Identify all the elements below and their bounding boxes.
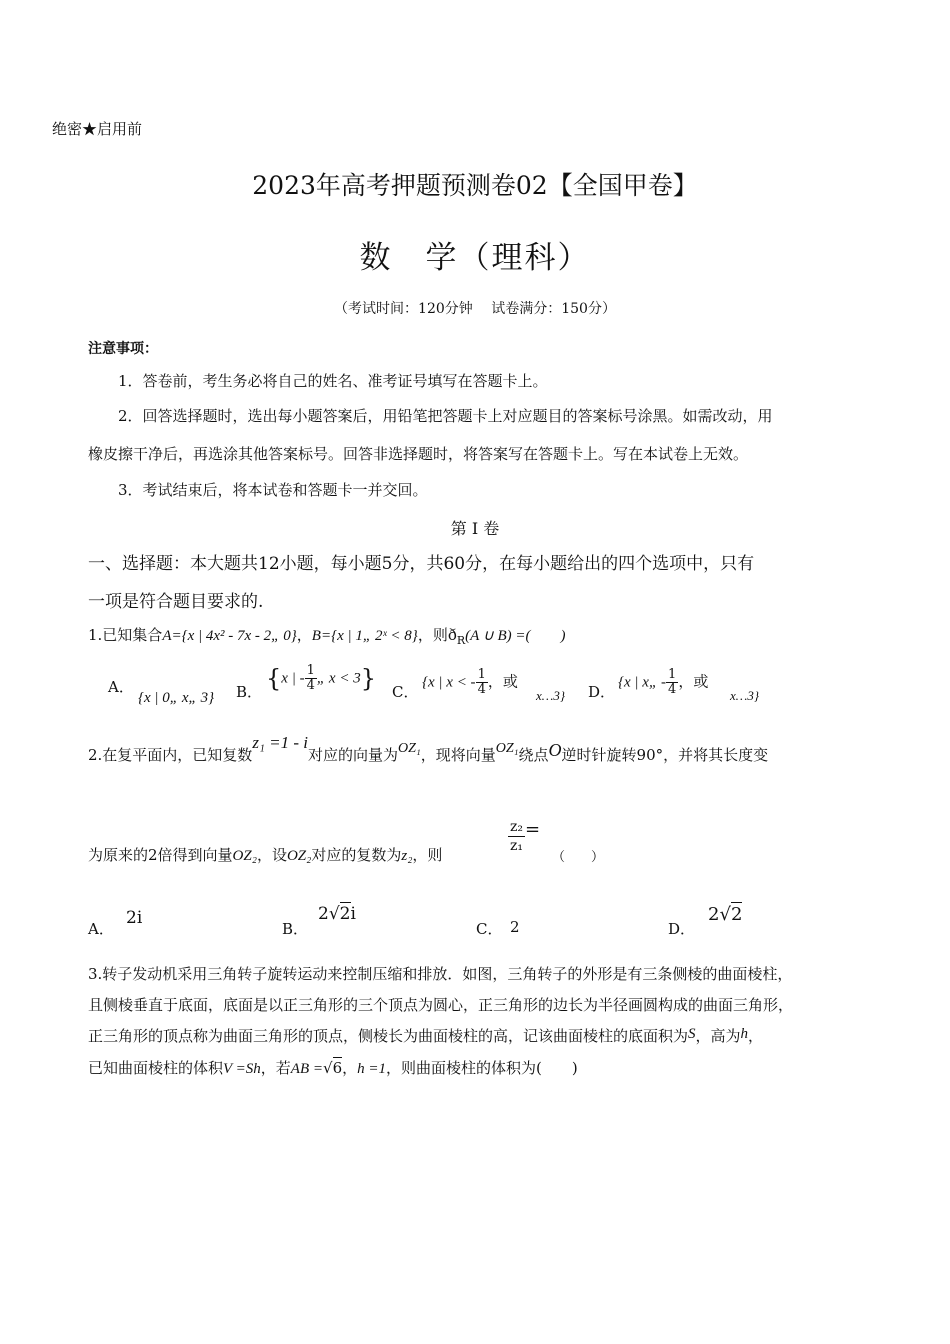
q1-option-b-label[interactable]: B． [236, 683, 263, 701]
q1-option-c-text: {x | x < - $\frac{1}{4}$ ，或 [422, 667, 518, 697]
part-label: 第 I 卷 [450, 519, 500, 538]
q2-answer-paren: （ ） [552, 850, 605, 865]
q1-option-c-tail: x…3} [536, 688, 566, 703]
notice-item-1: 1．答卷前，考生务必将自己的姓名、准考证号填写在答题卡上。 [118, 372, 548, 390]
q3-line-4: 已知曲面棱柱的体积V =Sh，若AB =√6，h =1，则曲面棱柱的体积为( ) [88, 1059, 578, 1077]
q2-option-a-text: 2i [126, 908, 143, 928]
q1-set-a: A={x | 4x² - 7x - 2„ 0} [162, 628, 297, 644]
exam-info: （考试时间：120分钟 试卷满分：150分） [334, 301, 616, 317]
q2-option-b-label[interactable]: B． [282, 920, 309, 938]
subject-title: 数 学（理科） [359, 240, 591, 276]
q1-expr: (A ∪ B) =( ) [465, 628, 566, 644]
section-instructions-line-2: 一项是符合题目要求的. [88, 592, 264, 612]
q2-fraction: $\frac{\text{z₂}}{\text{z₁}}$ = [510, 818, 541, 854]
q1-option-d-tail: x…3} [730, 688, 760, 703]
q1-option-a-text: {x | 0„ x„ 3} [138, 690, 215, 706]
q1-option-d-label[interactable]: D． [588, 683, 616, 701]
q2-option-a-label[interactable]: A． [88, 920, 114, 938]
q2-option-c-label[interactable]: C． [476, 920, 503, 938]
q2-line-2: 为原来的2倍得到向量OZ₂，设OZ₂对应的复数为z₂，则 [88, 846, 443, 864]
q2-line-1: 2.在复平面内，已知复数z₁ =1 - i对应的向量为OZ₁，现将向量OZ₁绕点O逆时针旋转90°，并将其长度变 [88, 733, 769, 764]
q2-option-b-text: 2√2i [318, 904, 356, 924]
q3-line-3: 正三角形的顶点称为曲面三角形的顶点，侧棱长为曲面棱柱的高，记该曲面棱柱的底面积为S，高为h， [88, 1026, 764, 1045]
notice-item-2-line-2: 橡皮擦干净后，再选涂其他答案标号。回答非选择题时，将答案写在答题卡上。写在本试卷上无效。 [88, 445, 749, 463]
q1-prefix: 1.已知集合 [88, 626, 163, 644]
section-instructions-line-1: 一、选择题：本大题共12小题，每小题5分，共60分，在每小题给出的四个选项中，只有 [88, 554, 755, 574]
confidential-label: 绝密★启用前 [52, 120, 143, 138]
q1-option-d-text: {x | x„ - $\frac{1}{4}$ ，或 [618, 667, 709, 697]
question-1: 1.已知集合A={x | 4x² - 7x - 2„ 0}，B={x | 1„ 2ˣ < 8}，则$ð_R(A$ ∪ B) =( ) [88, 626, 566, 647]
q1-set-b: B={x | 1„ 2ˣ < 8} [311, 628, 418, 644]
notice-item-2-line-1: 2．回答选择题时，选出每小题答案后，用铅笔把答题卡上对应题目的答案标号涂黑。如需改动，用 [118, 407, 773, 425]
q2-option-d-text: 2√2 [708, 904, 743, 925]
q2-option-d-label[interactable]: D． [668, 920, 696, 938]
q3-line-2: 且侧棱垂直于底面，底面是以正三角形的三个顶点为圆心，正三角形的边长为半径画圆构成的曲面三角形， [88, 996, 794, 1014]
q1-option-b-text: {x | - $\frac{1}{4}$ „ x < 3} [266, 663, 376, 693]
notice-heading: 注意事项： [88, 341, 158, 357]
q1-sub: R [456, 634, 466, 647]
q3-line-1: 3.转子发动机采用三角转子旋转运动来控制压缩和排放．如图，三角转子的外形是有三条侧棱的曲面棱柱， [88, 965, 793, 983]
exam-title: 2023年高考押题预测卷02【全国甲卷】 [252, 171, 698, 200]
q2-option-c-text: 2 [510, 918, 520, 936]
q1-ask: ，则ð [417, 626, 457, 644]
q1-option-a-label[interactable]: A． [108, 678, 134, 696]
q1-option-c-label[interactable]: C． [392, 683, 419, 701]
notice-item-3: 3．考试结束后，将本试卷和答题卡一并交回。 [118, 481, 428, 499]
